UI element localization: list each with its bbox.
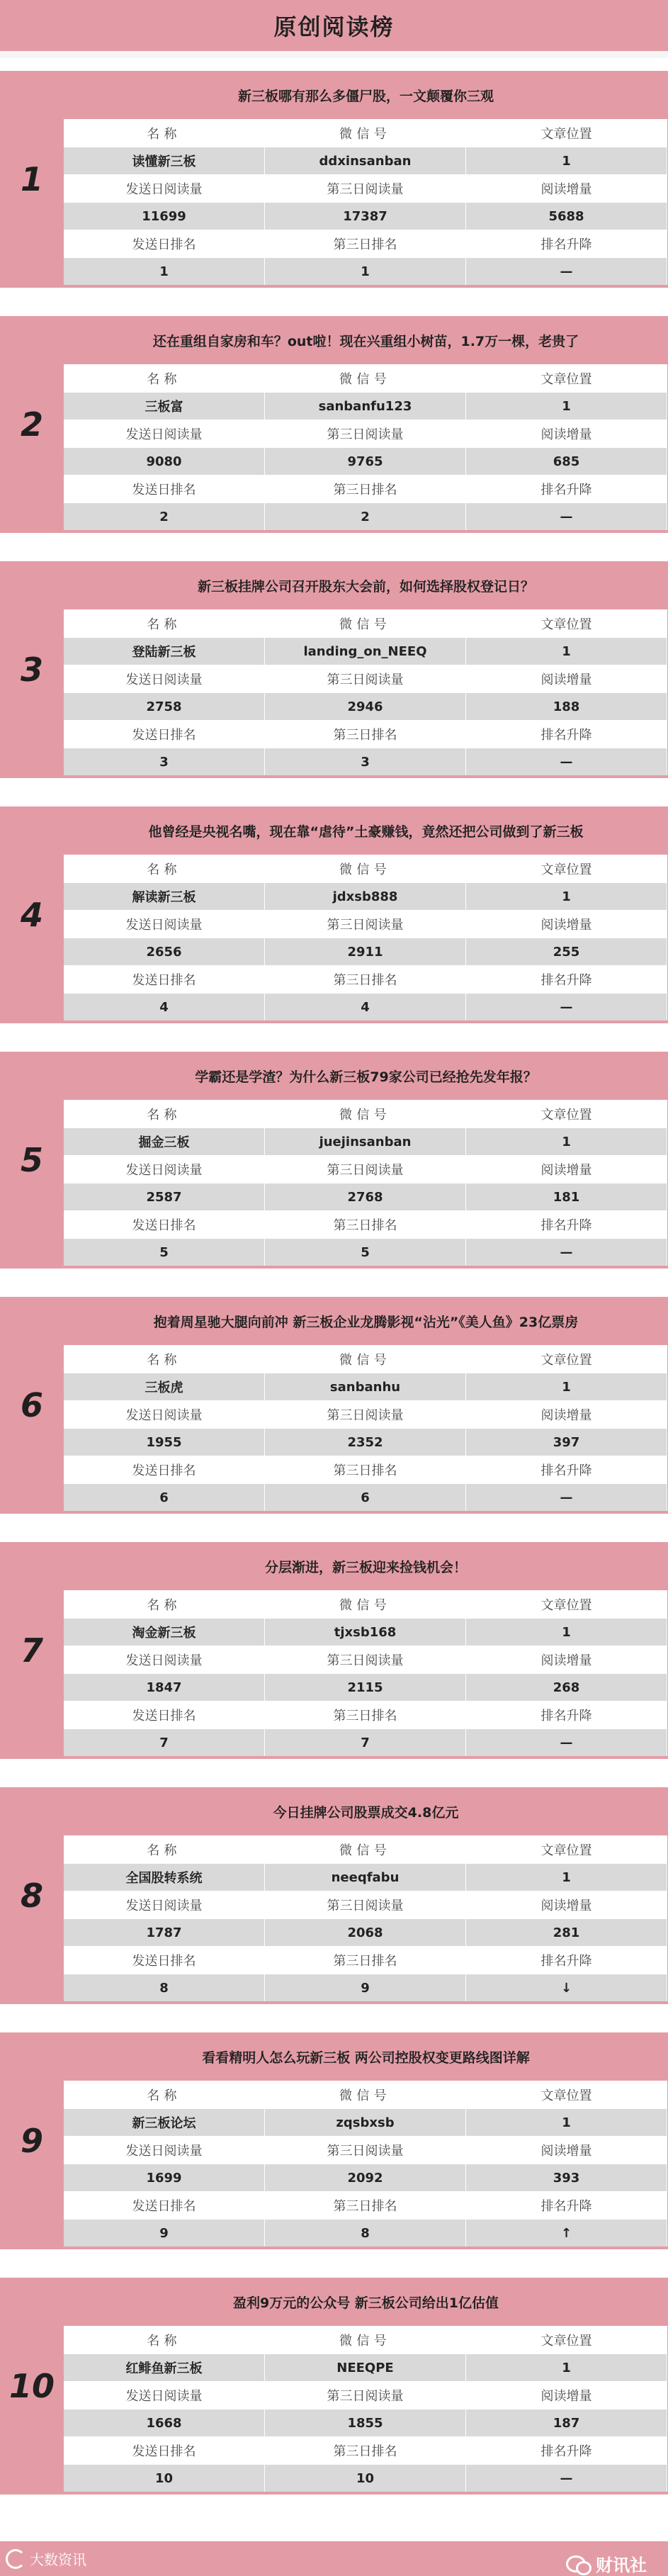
header-day3-reads: 第三日阅读量 (265, 665, 466, 692)
article-position: 1 (466, 1373, 667, 1400)
day3-rank: 2 (265, 503, 466, 530)
read-increase: 268 (466, 1674, 667, 1701)
header-day3-reads: 第三日阅读量 (265, 1156, 466, 1183)
rank-entry (0, 71, 668, 288)
header-row (64, 1891, 667, 1918)
day3-rank: 9 (265, 1974, 466, 2001)
header-row (64, 1946, 667, 1974)
read-increase: 181 (466, 1183, 667, 1210)
header-send-day-reads: 发送日阅读量 (64, 911, 265, 938)
header-send-day-reads: 发送日阅读量 (64, 420, 265, 447)
header-row (64, 1210, 667, 1238)
header-read-increase: 阅读增量 (466, 1401, 667, 1428)
header-position: 文章位置 (466, 1836, 667, 1863)
article-position: 1 (466, 147, 667, 174)
header-name: 名称 (64, 1346, 265, 1373)
article-position: 1 (466, 1619, 667, 1646)
stats-table (64, 119, 667, 285)
header-day3-rank: 第三日排名 (265, 230, 466, 257)
header-row (64, 1456, 667, 1483)
header-position: 文章位置 (466, 1346, 667, 1373)
header-send-day-rank: 发送日排名 (64, 2437, 265, 2464)
read-increase: 281 (466, 1919, 667, 1946)
header-position: 文章位置 (466, 610, 667, 637)
account-name: 三板富 (64, 393, 265, 420)
rank-change: — (466, 1729, 667, 1756)
header-name: 名称 (64, 1591, 265, 1618)
send-day-reads: 2656 (64, 938, 265, 965)
header-row (64, 855, 667, 882)
day3-reads: 2768 (265, 1183, 466, 1210)
day3-reads: 2092 (265, 2164, 466, 2191)
article-headline: 新三板挂牌公司召开股东大会前，如何选择股权登记日？ (197, 578, 534, 595)
header-send-day-rank: 发送日排名 (64, 1211, 265, 1238)
wechat-id: juejinsanban (265, 1128, 466, 1155)
header-row (64, 2081, 667, 2108)
header-day3-reads: 第三日阅读量 (265, 1646, 466, 1673)
send-day-rank: 4 (64, 994, 265, 1020)
read-increase: 188 (466, 693, 667, 720)
header-read-increase: 阅读增量 (466, 1646, 667, 1673)
header-wechat-id: 微信号 (265, 855, 466, 882)
send-day-reads: 2758 (64, 693, 265, 720)
rank-number: 8 (20, 1877, 43, 1915)
header-send-day-reads: 发送日阅读量 (64, 1646, 265, 1673)
value-row (64, 1428, 667, 1456)
header-row (64, 1590, 667, 1618)
read-increase: 685 (466, 448, 667, 475)
value-row (64, 993, 667, 1020)
header-position: 文章位置 (466, 855, 667, 882)
header-row (64, 1155, 667, 1183)
value-row (64, 692, 667, 720)
send-day-rank: 8 (64, 1974, 265, 2001)
value-row (64, 1974, 667, 2001)
day3-reads: 17387 (265, 203, 466, 230)
header-day3-reads: 第三日阅读量 (265, 2382, 466, 2409)
header-position: 文章位置 (466, 2327, 667, 2353)
article-headline: 看看精明人怎么玩新三板 两公司控股权变更路线图详解 (202, 2049, 530, 2066)
send-day-rank: 5 (64, 1239, 265, 1266)
article-position: 1 (466, 1128, 667, 1155)
header-name: 名称 (64, 365, 265, 392)
send-day-reads: 1787 (64, 1919, 265, 1946)
value-row (64, 392, 667, 420)
article-position: 1 (466, 2354, 667, 2381)
value-row (64, 2219, 667, 2246)
stats-table (64, 364, 667, 530)
header-send-day-rank: 发送日排名 (64, 1702, 265, 1728)
rank-number: 5 (20, 1141, 43, 1179)
value-row (64, 1483, 667, 1511)
header-name: 名称 (64, 120, 265, 147)
header-name: 名称 (64, 1836, 265, 1863)
header-send-day-reads: 发送日阅读量 (64, 2137, 265, 2164)
header-wechat-id: 微信号 (265, 1101, 466, 1127)
read-increase: 187 (466, 2409, 667, 2436)
swirl-icon (6, 2549, 26, 2569)
wechat-icon (566, 2554, 590, 2574)
rank-change: ↑ (466, 2220, 667, 2246)
value-row (64, 1863, 667, 1891)
value-row (64, 1127, 667, 1155)
header-send-day-rank: 发送日排名 (64, 476, 265, 502)
watermark-left (6, 2548, 86, 2569)
header-rank-change: 排名升降 (466, 1456, 667, 1483)
value-row (64, 1728, 667, 1756)
rank-number: 1 (20, 160, 43, 198)
header-day3-rank: 第三日排名 (265, 2192, 466, 2219)
stats-table (64, 1345, 667, 1511)
wechat-id: sanbanfu123 (265, 393, 466, 420)
rank-entry (0, 2032, 668, 2249)
value-row (64, 1918, 667, 1946)
header-position: 文章位置 (466, 120, 667, 147)
wechat-id: NEEQPE (265, 2354, 466, 2381)
send-day-rank: 10 (64, 2465, 265, 2492)
watermark-right (566, 2551, 647, 2576)
header-wechat-id: 微信号 (265, 2327, 466, 2353)
header-name: 名称 (64, 855, 265, 882)
article-position: 1 (466, 883, 667, 910)
header-day3-rank: 第三日排名 (265, 721, 466, 748)
stats-table (64, 1100, 667, 1266)
rank-entry (0, 316, 668, 533)
rank-change: — (466, 2465, 667, 2492)
header-name: 名称 (64, 610, 265, 637)
header-row (64, 364, 667, 392)
header-row (64, 1345, 667, 1373)
value-row (64, 1183, 667, 1210)
page-title: 原创阅读榜 (273, 13, 395, 40)
value-row (64, 938, 667, 965)
header-position: 文章位置 (466, 1591, 667, 1618)
header-row (64, 2136, 667, 2164)
account-name: 红鲱鱼新三板 (64, 2354, 265, 2381)
header-position: 文章位置 (466, 365, 667, 392)
day3-reads: 2068 (265, 1919, 466, 1946)
header-row (64, 1400, 667, 1428)
account-name: 掘金三板 (64, 1128, 265, 1155)
day3-reads: 1855 (265, 2409, 466, 2436)
header-position: 文章位置 (466, 1101, 667, 1127)
day3-rank: 3 (265, 748, 466, 775)
stats-table (64, 2081, 667, 2246)
header-wechat-id: 微信号 (265, 1346, 466, 1373)
value-row (64, 1373, 667, 1400)
rank-number: 9 (20, 2122, 43, 2160)
rank-change: — (466, 1239, 667, 1266)
article-headline: 还在重组自家房和车？out啦！现在兴重组小树苗，1.7万一棵，老贵了 (152, 333, 579, 349)
header-rank-change: 排名升降 (466, 1702, 667, 1728)
header-day3-reads: 第三日阅读量 (265, 420, 466, 447)
rank-change: ↓ (466, 1974, 667, 2001)
day3-reads: 2115 (265, 1674, 466, 1701)
day3-rank: 4 (265, 994, 466, 1020)
header-wechat-id: 微信号 (265, 120, 466, 147)
rank-change: — (466, 748, 667, 775)
day3-reads: 9765 (265, 448, 466, 475)
rank-number: 2 (20, 405, 43, 444)
send-day-reads: 1668 (64, 2409, 265, 2436)
header-name: 名称 (64, 2327, 265, 2353)
wechat-id: sanbanhu (265, 1373, 466, 1400)
article-position: 1 (466, 1864, 667, 1891)
header-row (64, 1701, 667, 1728)
header-wechat-id: 微信号 (265, 1591, 466, 1618)
send-day-reads: 11699 (64, 203, 265, 230)
rank-change: — (466, 1484, 667, 1511)
rank-entry (0, 1787, 668, 2004)
header-row (64, 965, 667, 993)
day3-rank: 5 (265, 1239, 466, 1266)
header-read-increase: 阅读增量 (466, 2137, 667, 2164)
value-row (64, 2464, 667, 2492)
stats-table (64, 609, 667, 775)
header-send-day-rank: 发送日排名 (64, 230, 265, 257)
send-day-reads: 9080 (64, 448, 265, 475)
rank-entry (0, 1052, 668, 1269)
header-send-day-reads: 发送日阅读量 (64, 2382, 265, 2409)
value-row (64, 637, 667, 665)
header-rank-change: 排名升降 (466, 1211, 667, 1238)
header-day3-rank: 第三日排名 (265, 1211, 466, 1238)
send-day-rank: 1 (64, 258, 265, 285)
header-row (64, 665, 667, 692)
send-day-reads: 2587 (64, 1183, 265, 1210)
account-name: 登陆新三板 (64, 638, 265, 665)
value-row (64, 2409, 667, 2436)
header-rank-change: 排名升降 (466, 476, 667, 502)
header-rank-change: 排名升降 (466, 2437, 667, 2464)
article-headline: 今日挂牌公司股票成交4.8亿元 (273, 1804, 459, 1821)
article-headline: 学霸还是学渣？为什么新三板79家公司已经抢先发年报？ (195, 1069, 537, 1085)
header-rank-change: 排名升降 (466, 966, 667, 993)
day3-reads: 2946 (265, 693, 466, 720)
day3-reads: 2352 (265, 1429, 466, 1456)
article-position: 1 (466, 393, 667, 420)
header-day3-rank: 第三日排名 (265, 476, 466, 502)
rank-change: — (466, 503, 667, 530)
watermark-left-text: 大数资讯 (30, 2551, 86, 2568)
header-read-increase: 阅读增量 (466, 1156, 667, 1183)
value-row (64, 447, 667, 475)
day3-reads: 2911 (265, 938, 466, 965)
account-name: 新三板论坛 (64, 2109, 265, 2136)
value-row (64, 882, 667, 910)
header-day3-rank: 第三日排名 (265, 2437, 466, 2464)
header-day3-rank: 第三日排名 (265, 1456, 466, 1483)
header-row (64, 420, 667, 447)
header-wechat-id: 微信号 (265, 610, 466, 637)
day3-rank: 8 (265, 2220, 466, 2246)
wechat-id: ddxinsanban (265, 147, 466, 174)
wechat-id: neeqfabu (265, 1864, 466, 1891)
header-day3-rank: 第三日排名 (265, 1947, 466, 1974)
stats-table (64, 855, 667, 1020)
header-name: 名称 (64, 2081, 265, 2108)
wechat-id: landing_on_NEEQ (265, 638, 466, 665)
send-day-rank: 6 (64, 1484, 265, 1511)
header-row (64, 910, 667, 938)
header-day3-reads: 第三日阅读量 (265, 175, 466, 202)
article-headline: 他曾经是央视名嘴，现在靠“虐待”土豪赚钱，竟然还把公司做到了新三板 (148, 823, 584, 840)
value-row (64, 2108, 667, 2136)
article-position: 1 (466, 2109, 667, 2136)
rank-entry (0, 561, 668, 778)
rank-number: 10 (9, 2367, 55, 2405)
wechat-id: zqsbxsb (265, 2109, 466, 2136)
header-row (64, 475, 667, 502)
header-send-day-reads: 发送日阅读量 (64, 175, 265, 202)
value-row (64, 1618, 667, 1646)
header-send-day-reads: 发送日阅读量 (64, 1891, 265, 1918)
send-day-rank: 7 (64, 1729, 265, 1756)
send-day-reads: 1699 (64, 2164, 265, 2191)
rank-number: 6 (20, 1386, 43, 1424)
header-wechat-id: 微信号 (265, 2081, 466, 2108)
account-name: 解读新三板 (64, 883, 265, 910)
header-read-increase: 阅读增量 (466, 420, 667, 447)
header-read-increase: 阅读增量 (466, 1891, 667, 1918)
header-position: 文章位置 (466, 2081, 667, 2108)
account-name: 全国股转系统 (64, 1864, 265, 1891)
header-rank-change: 排名升降 (466, 721, 667, 748)
header-row (64, 2326, 667, 2353)
rank-number: 4 (20, 896, 43, 934)
wechat-id: jdxsb888 (265, 883, 466, 910)
header-row (64, 2381, 667, 2409)
header-read-increase: 阅读增量 (466, 175, 667, 202)
value-row (64, 257, 667, 285)
value-row (64, 2353, 667, 2381)
value-row (64, 1673, 667, 1701)
account-name: 三板虎 (64, 1373, 265, 1400)
send-day-rank: 3 (64, 748, 265, 775)
value-row (64, 1238, 667, 1266)
rank-entry (0, 806, 668, 1023)
account-name: 读懂新三板 (64, 147, 265, 174)
value-row (64, 502, 667, 530)
article-headline: 新三板哪有那么多僵尸股，一文颠覆你三观 (237, 88, 494, 104)
article-headline: 抱着周星驰大腿向前冲 新三板企业龙腾影视“沾光”《美人鱼》23亿票房 (153, 1314, 579, 1330)
header-row (64, 1100, 667, 1127)
header-send-day-rank: 发送日排名 (64, 2192, 265, 2219)
wechat-id: tjxsb168 (265, 1619, 466, 1646)
header-row (64, 174, 667, 202)
header-send-day-rank: 发送日排名 (64, 1947, 265, 1974)
send-day-reads: 1847 (64, 1674, 265, 1701)
header-day3-reads: 第三日阅读量 (265, 911, 466, 938)
rank-entry (0, 2278, 668, 2495)
header-day3-reads: 第三日阅读量 (265, 2137, 466, 2164)
header-rank-change: 排名升降 (466, 2192, 667, 2219)
header-rank-change: 排名升降 (466, 1947, 667, 1974)
send-day-rank: 2 (64, 503, 265, 530)
value-row (64, 147, 667, 174)
read-increase: 255 (466, 938, 667, 965)
header-row (64, 119, 667, 147)
title-bar (0, 0, 668, 51)
watermark-right-text: 财讯社 (596, 2555, 647, 2575)
header-row (64, 1646, 667, 1673)
stats-table (64, 2326, 667, 2492)
header-row (64, 720, 667, 748)
stats-table (64, 1590, 667, 1756)
send-day-reads: 1955 (64, 1429, 265, 1456)
header-day3-reads: 第三日阅读量 (265, 1401, 466, 1428)
header-send-day-reads: 发送日阅读量 (64, 665, 265, 692)
header-read-increase: 阅读增量 (466, 665, 667, 692)
header-day3-reads: 第三日阅读量 (265, 1891, 466, 1918)
title-divider (0, 51, 668, 58)
value-row (64, 202, 667, 230)
ranking-list (0, 71, 668, 2523)
stats-table (64, 1835, 667, 2001)
rank-change: — (466, 258, 667, 285)
header-row (64, 1835, 667, 1863)
read-increase: 393 (466, 2164, 667, 2191)
header-day3-rank: 第三日排名 (265, 966, 466, 993)
rank-number: 7 (20, 1631, 43, 1670)
rank-entry (0, 1297, 668, 1514)
header-wechat-id: 微信号 (265, 1836, 466, 1863)
rank-change: — (466, 994, 667, 1020)
header-send-day-rank: 发送日排名 (64, 721, 265, 748)
read-increase: 397 (466, 1429, 667, 1456)
value-row (64, 2164, 667, 2191)
header-name: 名称 (64, 1101, 265, 1127)
header-send-day-rank: 发送日排名 (64, 966, 265, 993)
header-send-day-reads: 发送日阅读量 (64, 1401, 265, 1428)
article-position: 1 (466, 638, 667, 665)
account-name: 淘金新三板 (64, 1619, 265, 1646)
header-row (64, 2191, 667, 2219)
rank-number: 3 (20, 651, 43, 689)
header-row (64, 609, 667, 637)
day3-rank: 6 (265, 1484, 466, 1511)
header-row (64, 2436, 667, 2464)
header-send-day-reads: 发送日阅读量 (64, 1156, 265, 1183)
send-day-rank: 9 (64, 2220, 265, 2246)
day3-rank: 10 (265, 2465, 466, 2492)
header-wechat-id: 微信号 (265, 365, 466, 392)
article-headline: 盈利9万元的公众号 新三板公司给出1亿估值 (232, 2295, 499, 2311)
header-read-increase: 阅读增量 (466, 2382, 667, 2409)
header-row (64, 230, 667, 257)
header-send-day-rank: 发送日排名 (64, 1456, 265, 1483)
day3-rank: 7 (265, 1729, 466, 1756)
read-increase: 5688 (466, 203, 667, 230)
day3-rank: 1 (265, 258, 466, 285)
header-read-increase: 阅读增量 (466, 911, 667, 938)
article-headline: 分层渐进，新三板迎来捡钱机会！ (264, 1559, 467, 1575)
header-rank-change: 排名升降 (466, 230, 667, 257)
rank-entry (0, 1542, 668, 1759)
value-row (64, 748, 667, 775)
header-day3-rank: 第三日排名 (265, 1702, 466, 1728)
